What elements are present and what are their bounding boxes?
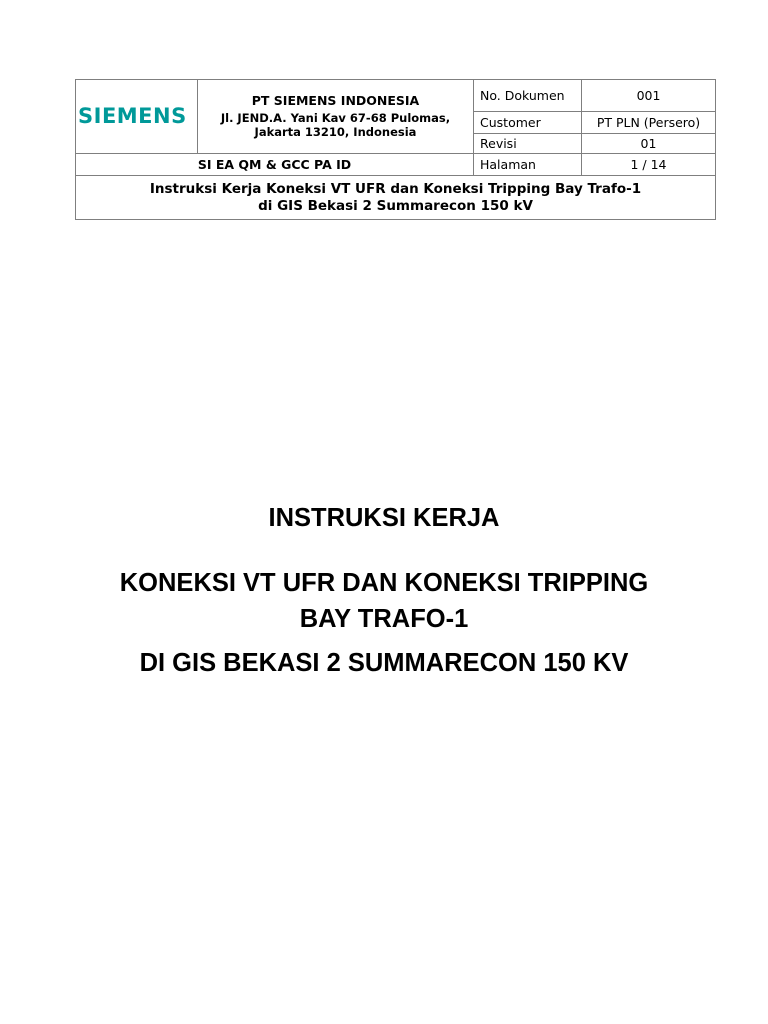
document-title-line-2: di GIS Bekasi 2 Summarecon 150 kV — [258, 197, 533, 214]
company-address: Jl. JEND.A. Yani Kav 67-68 Pulomas, Jakarta 13210, Indonesia — [220, 110, 451, 140]
field-value-no-dokumen: 001 — [582, 80, 716, 112]
siemens-logo: SIEMENS — [78, 104, 187, 129]
location-heading — [0, 649, 768, 678]
field-value-halaman: 1 / 14 — [582, 154, 716, 176]
field-label-halaman: Halaman — [474, 154, 582, 176]
field-value-customer: PT PLN (Persero) — [582, 112, 716, 134]
field-label-no-dokumen: No. Dokumen — [474, 80, 582, 112]
subtitle-block — [0, 565, 768, 637]
document-title-cell — [76, 176, 716, 220]
field-value-revisi: 01 — [582, 134, 716, 154]
logo-cell — [76, 80, 198, 154]
company-cell — [198, 80, 474, 154]
subtitle-line-2: BAY TRAFO-1 — [299, 605, 469, 633]
field-label-customer: Customer — [474, 112, 582, 134]
main-heading — [0, 504, 768, 533]
field-label-revisi: Revisi — [474, 134, 582, 154]
location-text: DI GIS BEKASI 2 SUMMARECON 150 KV — [139, 649, 629, 677]
company-name: PT SIEMENS INDONESIA — [251, 93, 420, 109]
document-title-line-1: Instruksi Kerja Koneksi VT UFR dan Koneksi Tripping Bay Trafo-1 — [149, 180, 642, 197]
department-code: SI EA QM & GCC PA ID — [76, 154, 474, 176]
document-header-table — [75, 79, 716, 220]
heading-text: INSTRUKSI KERJA — [268, 504, 500, 532]
subtitle-line-1: KONEKSI VT UFR DAN KONEKSI TRIPPING — [119, 569, 649, 597]
